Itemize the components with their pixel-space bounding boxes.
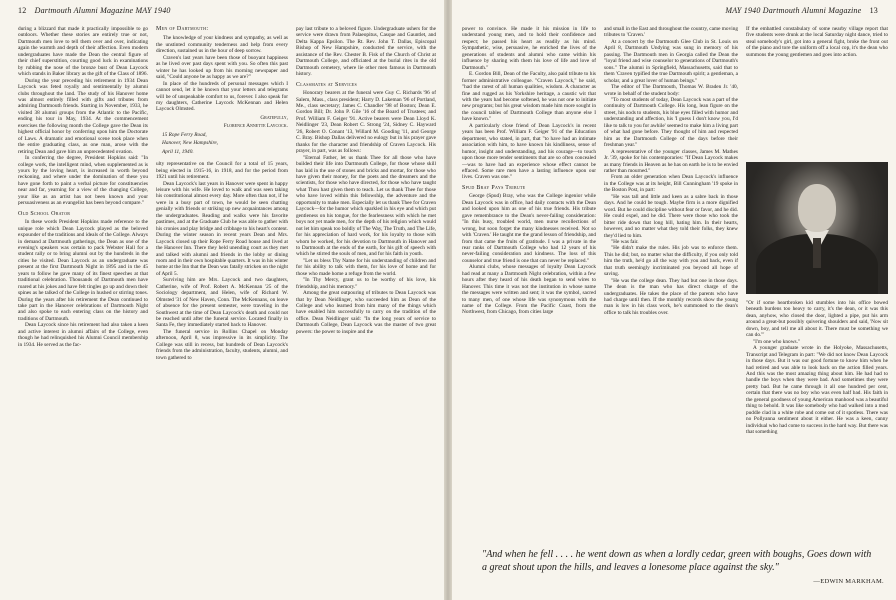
paragraph: A younger graduate wrote in the Holyoke, Massachusetts, Transcript and Telegram in part: "We did not know Dean Laycock in those days. But it was our good fortune to know him when he had retired and was able to look back on the action filled years. And this was the most amazing thing about him. He had had to handle the boys when they were bad. And sometimes they were pretty bad. But he came through it all one hundred per cent, certain that there was no boy who was even half bad. His faith in the general goodness of young American manhood was a beautiful thing to behold. It was like somebody who had walked into a mud puddle clad in a white robe and come out of it spotless. There was no Pollyanna sentiment about it either. He was a keen, canny individual who had come to success in the hard way. But there was that something: [746, 345, 888, 436]
dean-portrait-photo: [746, 162, 888, 294]
paragraph: "Eternal Father, let us thank Thee for all those who have builded their life into Dartmouth College, for those whose skill has laid in the use of stones and bricks and mortar, for those who have given their money, for the poets and the dreamers and the scientists, for those who have directed, for those who have taught what Thou hast given them to teach. Let us thank Thee for those who have loved within this fellowship, the adventure and the opportunity to make men. Especially let us thank Thee for Craven Laycock—for the humor which sparkled in his eye and which put gentleness on his tongue, for the fearlessness with which he met boys not yet made men, for the depth of his religion which would not let him speak too boldly of The Way, The Truth, and The Life, for his appreciation of hard work, for his loyalty to those with whom he worked, for his devotion to Dartmouth in Hanover and to Dartmouth at the ends of the earth, for his gift of speech with which he stirred the souls of men, and for his faith in youth.: [296, 154, 436, 258]
paragraph: Alumni clubs, whose messages of loyalty Dean Laycock had read at many a Dartmouth Night celebration, within a few hours after they heard of his death began to send wires to Hanover. This time it was not the institution in whose name the messages were written and sent; it was the symbol, sacred to many men, of one whose life was synonymous with the name of the College. From the Pacific Coast, from the Northwest, from Chicago, from cities large: [462, 264, 596, 316]
paragraph: From an older generation when Dean Laycock's influence in the College was at its height, Bill Cunningham '19 spoke in the Boston Post, in part:: [604, 174, 738, 194]
paragraph: Honorary bearers at the funeral were Guy C. Richards '96 of Salem, Mass., class president; Harry D. Lakeman '96 of Portland, Me., class secretary; James C. Chandler '98 of Boston; Dean E. Gordon Bill; Dr. John P. Gile '16 of the Board of Trustees; and Prof. William F. Geiger '91. Active bearers were Dean Lloyd K. Neidlinger '23, Dean Robert C. Strong '24, Sidney C. Hayward '26, Robert O. Conant '13, Willard M. Gooding '11, and George C. Bray. Bishop Dallas delivered no eulogy but in his prayer gave thanks for the character and friendship of Craven Laycock. His prayer, in part, was as follows:: [296, 90, 436, 155]
signature-close: Gratefully,: [260, 114, 288, 121]
paragraph: "To most students of today, Dean Laycock was a part of the continuity of Dartmouth College. His long, lean figure on the street, his nods to students, his blue eyes filled with humor and understanding and affection, his 'I guess I don't know you, I'd like to talk to you for awhile' seemed to make him a living part of what had gone before. They thought of him and respected him as the Dartmouth College of the days before their freshman year.": [604, 96, 738, 149]
paragraph: The funeral service in Rollins Chapel on Monday afternoon, April 8, was impressive in its simplicity. The College was still in recess, but hundreds of Dean Laycock's friends from the administration, faculty, students, alumni, and town gathered to: [156, 328, 288, 361]
paragraph: Craven's last years have been those of buoyant happiness as he lived over past days spent with you. So often this past winter he has looked up from his morning newspaper and said, "Could anyone be as happy as we are?": [156, 54, 288, 81]
paragraph: In these words President Hopkins made reference to the unique role which Dean Laycock played as the beloved expounder of the traditions and ideals of the College. Always in demand at Dartmouth gatherings, the Dean as one of the evening's speakers was certain to pack Webster Hall for a student rally or to bring alumni out by the hundreds in the cities he visited. Dean Laycock as an undergraduate was present at the first Dartmouth Night in 1895 and in the 45 years to follow he gave many of its finest speeches at that traditional celebration. Thousands of Dartmouth men have roared at his jokes and have felt tingles go up and down their spines as he talked of the College in hushed or stirring tones. During the years after his retirement the Dean continued to take part in the Hanover celebrations of Dartmouth Night and also spoke to each entering class on the history and traditions of Dartmouth.: [18, 219, 148, 322]
left-column-1: [18, 26, 148, 598]
left-running-head: [12, 6, 171, 15]
left-page-number: 12: [18, 6, 27, 15]
paragraph: "In Thy Mercy, grant us to be worthy of his love, his friendship, and his memory.": [296, 277, 436, 290]
paragraph: If the embattled constabulary of some nearby village report that five students were drunk at the local Saturday night dance, tried to steal somebody's girl, got into a general fight, broke the front out of the piano and tore the uniform off a local cop, it's the dean who summons the young gentlemen and goes into action.: [746, 26, 888, 58]
left-column-3: [296, 26, 436, 598]
right-column-3-top: [746, 26, 888, 160]
paragraph: The knowledge of your kindness and sympathy, as well as the unstinted community tenderness and help from every direction, sustained us in the hour of deep sorrow.: [156, 35, 288, 55]
page-gutter: [444, 0, 452, 600]
paragraph: and small in the East and throughout the country, came moving tributes to 'Craven.': [604, 26, 738, 39]
right-column-2: [604, 26, 738, 544]
right-page: [452, 0, 896, 600]
letter-heading: Men of Dartmouth:: [156, 26, 209, 32]
paragraph: "He didn't make the rules. His job was to enforce them. This he did; but, no matter what the difficulty, if you only told him the truth, he'd go all the way with you and back, even if that truth seemingly incriminated you beyond all hope of saving.: [604, 245, 738, 278]
paragraph: ulty representative on the Council for a total of 15 years, being elected in 1915-16, in 1918, and for the period from 1921 until his retirement.: [156, 161, 288, 181]
paragraph: pay last tribute to a beloved figure. Undergraduate ushers for the service were drawn from Palaeopitus, Casque and Gauntlet, and Delta Kappa Epsilon. The Rt. Rev. John T. Dallas, Episcopal Bishop of New Hampshire, conducted the service, with the assistance of the Rev. Chester B. Fisk of the Church of Christ at Dartmouth College, and officiated at the burial rites in the old Dartmouth cemetery, where lie other men famous in Dartmouth history.: [296, 26, 436, 78]
paragraph: At a concert by the Dartmouth Glee Club in St. Louis on April 8, Dartmouth Undying was sung in memory of his passing. The Dartmouth men in Georgia called the Dean the "loyal friend and wise counselor to generations of Dartmouth's sons." The alumni in Springfield, Massachusetts, said that to them 'Craven typified the true Dartmouth spirit; a gentleman, a scholar, and a great lover of human beings.": [604, 38, 738, 84]
right-running-head: [725, 6, 884, 15]
signature-name: Florence Annette Laycock.: [223, 123, 288, 130]
left-column-2: [156, 26, 288, 598]
paragraph: "He was the college dean. They had but one in those days. The dean is the man who has direct charge of the undergraduates. He takes the place of the parents who have had charge until then. If the monthly records show the young man is low in his class work, he's summoned to the dean's office to talk his troubles over.: [604, 277, 738, 316]
paragraph: E. Gordon Bill, Dean of the Faculty, also paid tribute to his former administrative colleague. "Craven Laycock," he said, "had the rarest of all human qualities, wisdom. A character as fine and rugged as his Yorkshire heritage, a caustic wit that with the years had become softened, he was not one to initiate new programs; but his great wisdom made him more sought in the council tables of Dartmouth College than anyone else I have known.": [462, 71, 596, 123]
paragraph: Dean Laycock since his retirement had also taken a keen and active interest in alumni affairs of the College, even though he had relinquished his Alumni Council membership in 1934. He served as the fac-: [18, 322, 148, 348]
paragraph: A particularly close friend of Dean Laycock's in recent years has been Prof. William F. Geiger '91 of the Education department, who stated, in part, that "to have had an intimate association with him, to have known his kindliness, sense of humor, insight and understanding, and his courage—to touch upon those more tender sentiments that are so often concealed—was to have had an experience whose effect cannot be effaced. Some rare men have a lasting influence upon our lives. Craven was one.": [462, 122, 596, 181]
paragraph: power to convince. He made it his mission in life to understand young men, and to hold their confidence and respect; he passed his heart as readily as his mind. Sympathetic, wise, persuasive, he enriched the lives of the generations of students and alumni who came within his influence by sharing with them his love of life and love of Dartmouth.": [462, 26, 596, 71]
left-page: [0, 0, 444, 600]
paragraph: A representative of the younger classes, James M. Mathes Jr. '39, spoke for his contemporaries: "If Dean Laycock makes as many friends in Heaven as he has on earth he is to be envied rather than mourned.": [604, 148, 738, 174]
paragraph: Dean Laycock's last years in Hanover were spent in happy leisure with his wife. He loved to walk and was seen taking his constitutional almost every day. More often than not, if he were in a busy part of town, he would be seen chatting genially with friends or striking up new acquaintances among the undergraduates. Reading and walks were his favorite pastimes, and at the Graduate Club he was able to gather with his cronies and play bridge and cribbage to his heart's content. During the winter season in recent years Dean and Mrs. Laycock closed up their Rope Ferry Road house and lived at the Hanover Inn. There they held unending court as they met and talked with alumni and friends in the lobby or dining room and in their own hospitable quarters. It was in his winter home at the Inn that the Dean was fatally stricken on the night of April 5.: [156, 180, 288, 277]
paragraph: "Or if some heartbroken kid stumbles into his office bowed beneath burdens too heavy to carry, it's the dean, or it was this dean, anyhow, who closed the door, lighted a pipe, put his arm around a great-but possibly quivering shoulders and said, 'Now sit down, boy, and tell me all about it. There must be something we can do.'": [746, 300, 888, 339]
paragraph: Among the great outpouring of tributes to Dean Laycock was that by Dean Neidlinger, who succeeded him as Dean of the College and who learned from him many of the things which have enabled him successfully to carry on the tradition of the office. Dean Neidlinger said: "In the long years of service to Dartmouth College, Dean Laycock was the master of two great powers: the power to inspire and the: [296, 290, 436, 335]
right-column-3-bottom: [746, 300, 888, 544]
paragraph: George (Spud) Bray, who was the College ingenior while Dean Laycock was in office, had daily contacts with the Dean and looked upon him as one of his true friends. His tribute gave remembrance to the Dean's never-failing consideration: "In this busy, troubled world, men nurse recollections of wrong, but soon forget the many kindnesses received. Not so with 'Craven.' He taught me the grand lesson of friendship, and from that came the fruits of gratitude. I was a private in the rear ranks of Dartmouth College who had 12 years of his never-failing consideration and kindness. The loss of this counselor and true friend is one that can never be replaced.": [462, 193, 596, 264]
paragraph: During the year preceding his retirement in 1934 Dean Laycock was feted royally and sentimentally by alumni clubs throughout the land. The study of his Hanover home was almost entirely filled with gifts and tributes from admiring Dartmouth friends. Starting in November, 1933, he visited 38 alumni groups from the Atlantic to the Pacific, ending his tour in May, 1934. At the commencement exercises the following month the College gave the Dean its highest official honor by conferring upon him the Doctorate of Laws. A dramatic and emotional scene took place when the entire graduating class, as one man, arose with the retiring Dean and gave him an unprecedented ovation.: [18, 77, 148, 155]
address-line: 15 Rope Ferry Road,: [162, 131, 207, 138]
paragraph: The editor of The Dartmouth, Thomas W. Braden Jr. '40, wrote in behalf of the student body:: [604, 84, 738, 97]
section-heading: Old School Orator: [18, 210, 71, 217]
paragraph: In conferring the degree, President Hopkins said: "In college work, the intelligent mind, when supplemented as is yours by the loving heart, is increased in worth beyond reckoning, and where under the domination of these you have gone forth to paint a verbal picture for constituencies near and far, yearning for a view of the changing College, your like as an artist has not been known and your persuasiveness as an evangelist has been beyond compare.": [18, 155, 148, 207]
right-column-1: [462, 26, 596, 544]
right-page-number: 13: [869, 6, 878, 15]
address-line: Hanover, New Hampshire,: [162, 140, 219, 147]
paragraph: "He was tall and little and keen as a sabre back in those days. And he could be tough. Maybe firm is a more dignified word. But he could discipline without fear or favor, and he did. He could expel, and he did. There were those who took the bitter ride down that long hill, hating him. In their hearts, however, and no matter what they told their folks, they knew they'd lied to him.: [604, 193, 738, 239]
address-line: April 11, 1940.: [162, 148, 194, 155]
paragraph: during a blizzard that made it practically impossible to go outdoors. Whether these stories are entirely true or not, Dartmouth men love to tell them over and over, indicating again the warmth and depth of their affection. Even modern undergraduates have made the Dean the central figure of their chief superstition, courting good luck in examinations by rubbing the nose of the bronze bust of Dean Laycock which stands in Baker library as the gift of the Class of 1896.: [18, 26, 148, 78]
paragraph: "Let us bless Thy Name for his understanding of children and for his ability to talk with them, for his love of home and for those who made home a refuge from the world.: [296, 257, 436, 277]
section-heading: Classmates at Services: [296, 81, 358, 88]
section-heading: Spud Bray Pays Tribute: [462, 184, 526, 191]
left-running-title: Dartmouth Alumni Magazine MAY 1940: [34, 6, 171, 15]
paragraph: "He was fair.: [611, 238, 639, 245]
quotation-attribution: —EDWIN MARKHAM.: [813, 578, 884, 585]
right-running-title: MAY 1940 Dartmouth Alumni Magazine: [725, 6, 862, 15]
paragraph: "I'm one who knows.": [753, 338, 801, 345]
closing-quotation: "And when he fell . . . . he went down as when a lordly cedar, green with boughs, Goes down with a great shout upon the hills, and leaves a lonesome place against the sky.": [482, 549, 872, 573]
paragraph: Surviving him are Mrs. Laycock and two daughters, Catherine, wife of Prof. Robert A. McKennan '25 of the Sociology department, and Helen, wife of Richard W. Olmsted '31 of New Haven, Conn. The McKennans, on leave of absence for the present semester, were traveling in the Southwest at the time of Dean Laycock's death and could not be reached until after the funeral service. Located finally in Santa Fe, they immediately started back to Hanover.: [156, 277, 288, 329]
paragraph: In place of the hundreds of personal messages which I cannot send, let it be known that your letters and telegrams will be of unspeakable comfort to us, forever. I also speak for my daughters, Catherine Laycock McKennan and Helen Laycock Olmsted.: [156, 80, 288, 113]
